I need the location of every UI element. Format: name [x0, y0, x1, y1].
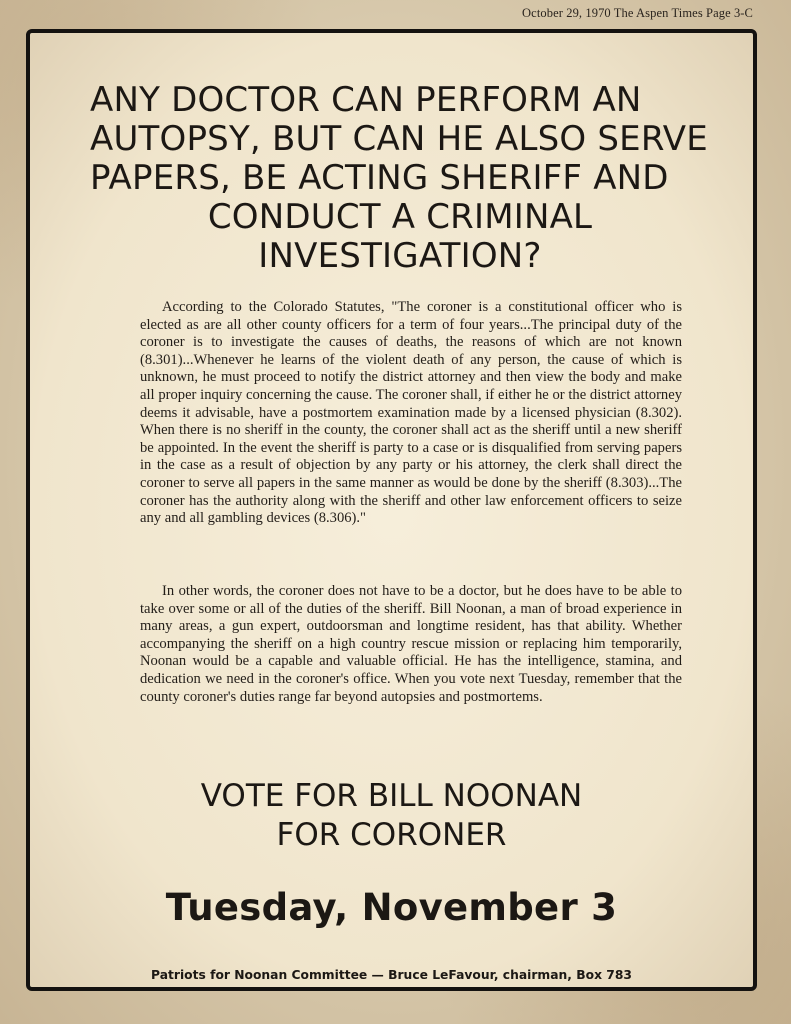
cta-line-1: VOTE FOR BILL NOONAN: [200, 778, 583, 814]
endorsement-paragraph: [140, 583, 682, 706]
headline: [90, 81, 710, 276]
endorsement-paragraph-text: In other words, the coroner does not have to be a doctor, but he does have to be able to take over some or all of the duties of the sheriff. Bill Noonan, a man of broad experience in many areas, a gun expert, outdoorsman and longtime resident, has that ability. Whether accompanying the sheriff on a high country rescue mission or replacing him temporarily, Noonan would be a capable and valuable official. He has the intelligence, stamina, and dedication we need in the coroner's office. When you vote next Tuesday, remember that the county coroner's duties range far beyond autopsies and postmortems.: [140, 583, 682, 705]
headline-line-4: CONDUCT A CRIMINAL: [207, 197, 593, 237]
statute-paragraph-text: According to the Colorado Statutes, "The coroner is a constitutional officer who is elected as are all other county officers for a term of four years...The principal duty of the coroner is to investigate the causes of deaths, the reasons of which are not known (8.301)...Whenever he learns of the violent death of any person, the cause of which is unknown, he must proceed to notify the district attorney and then view the body and make all proper inquiry concerning the cause. The coroner shall, if either he or the district attorney deems it advisable, have a postmortem examination made by a licensed physician (8.302). When there is no sheriff in the county, the coroner shall act as the sheriff until a new sheriff be appointed. In the event the sheriff is party to a case or is disqualified from serving papers in the case as a result of objection by any party or his attorney, the clerk shall direct the coroner to serve all papers in the same manner as would be done by the sheriff (8.303)...The coroner has the authority along with the sheriff and other law enforcement officers to seize any and all gambling devices (8.306).": [140, 299, 682, 527]
cta-line-2: FOR CORONER: [276, 817, 507, 853]
headline-line-2: AUTOPSY, BUT CAN HE ALSO SERVE: [90, 119, 708, 159]
headline-line-1: ANY DOCTOR CAN PERFORM AN: [90, 80, 642, 120]
advertisement-frame: [26, 29, 757, 991]
statute-paragraph: [140, 299, 682, 528]
committee-credit: Patriots for Noonan Committee — Bruce LeFavour, chairman, Box 783: [151, 968, 632, 982]
headline-line-3: PAPERS, BE ACTING SHERIFF AND: [90, 158, 669, 198]
headline-line-5: INVESTIGATION?: [258, 236, 542, 276]
election-date: Tuesday, November 3: [165, 886, 618, 929]
masthead: October 29, 1970 The Aspen Times Page 3-C: [522, 6, 753, 20]
vote-call-to-action: [30, 777, 753, 855]
